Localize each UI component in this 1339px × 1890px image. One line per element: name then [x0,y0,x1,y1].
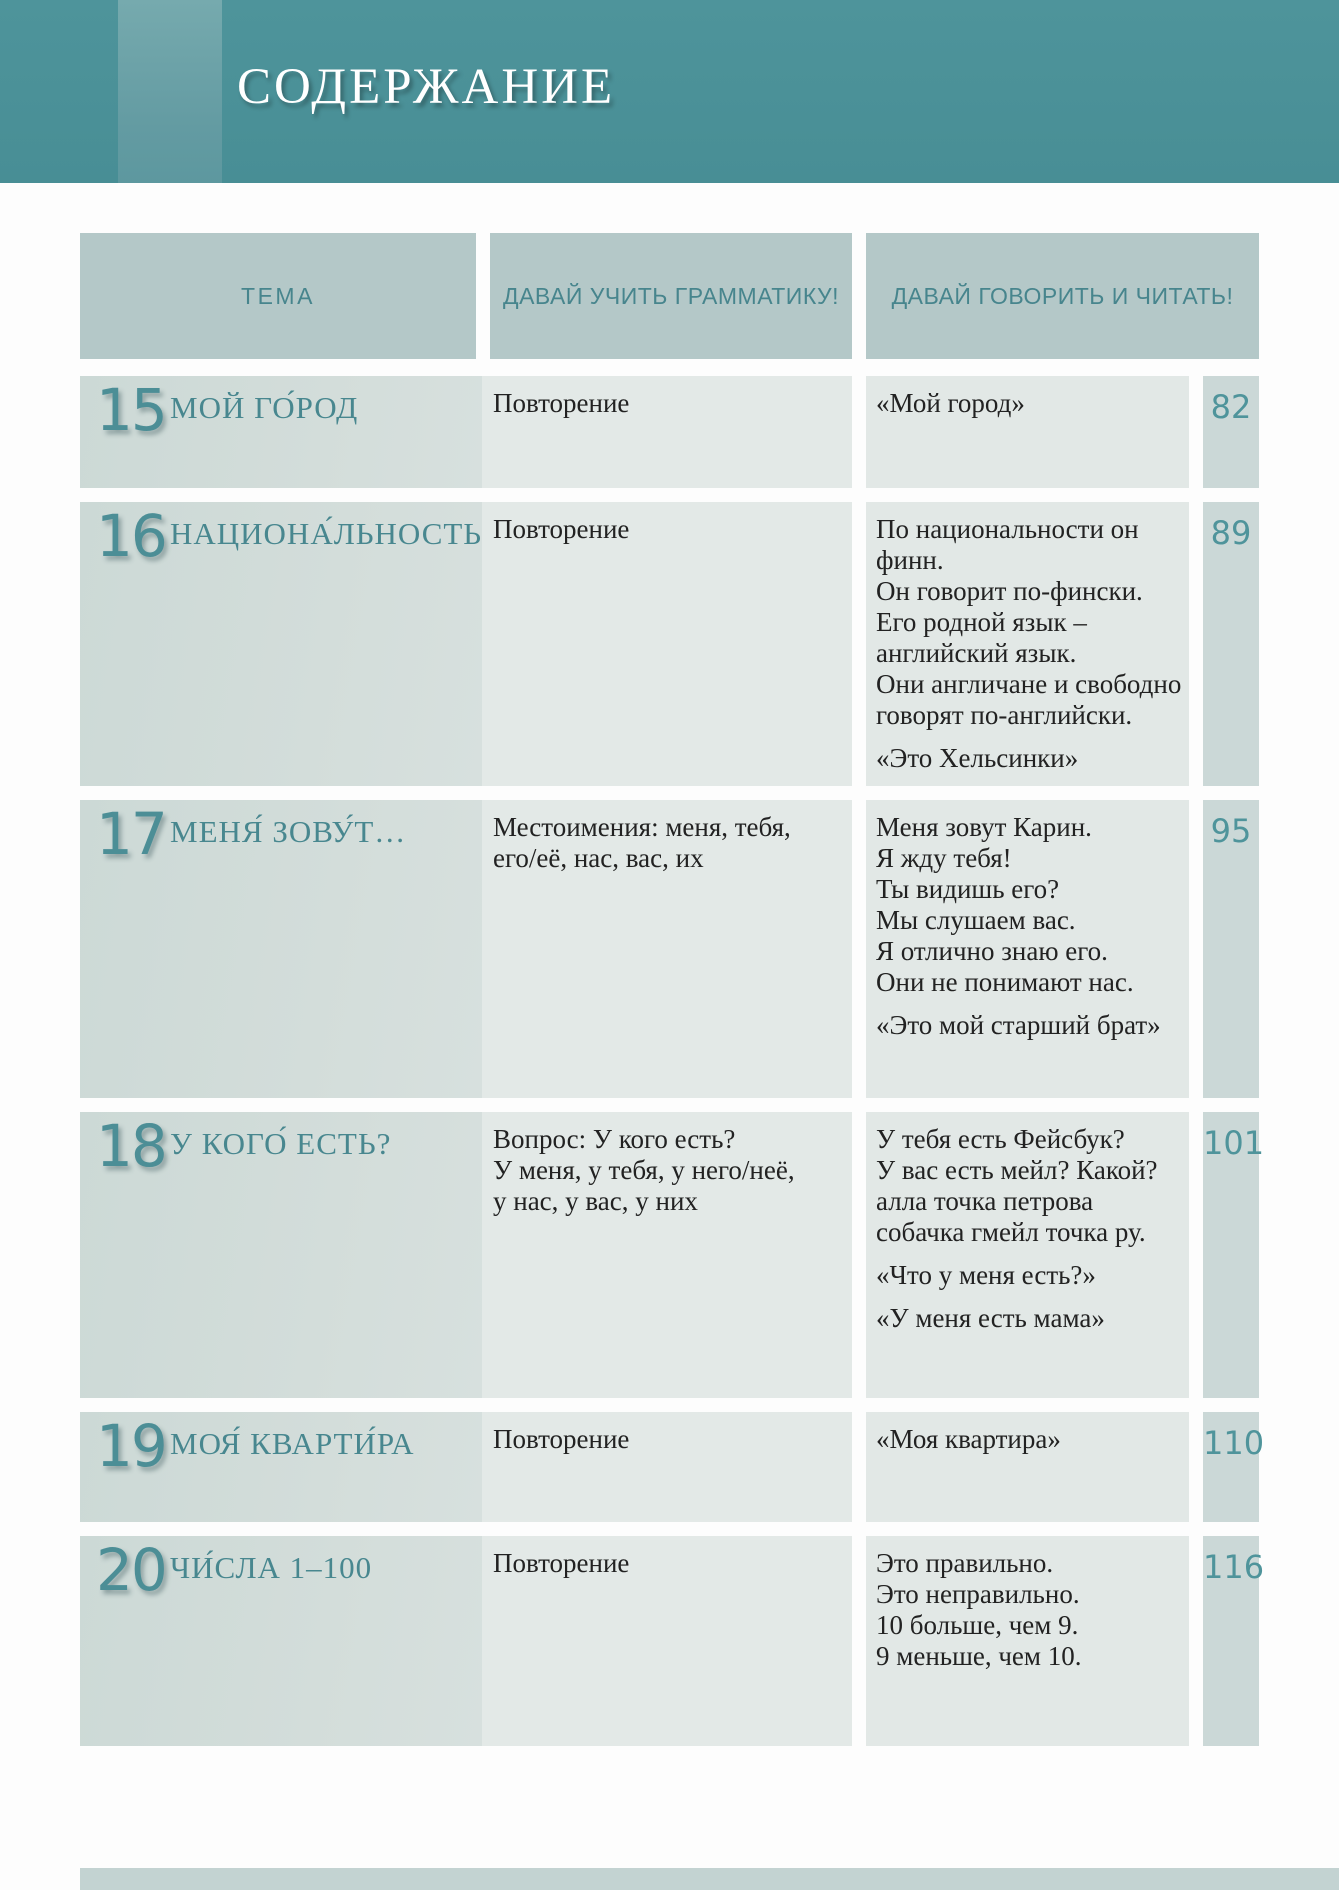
next-section-strip [80,1868,1339,1890]
grammar-cell: Местоимения: меня, тебя, его/её, нас, вас, их [482,800,852,1098]
reading-cell: «Мой город» [866,376,1189,488]
reading-cell: У тебя есть Фейсбук? У вас есть мейл? Какой? алла точка петрова собачка гмейл точка ру. «Что у меня есть?» «У меня есть мама» [866,1112,1189,1398]
topic-cell [80,1412,482,1522]
lesson-topic: НАЦИОНА́ЛЬНОСТЬ [170,516,483,551]
toc-row-16 [80,502,1259,786]
lesson-topic: МОЙ ГО́РОД [170,390,359,425]
page-number-cell: 116 [1203,1536,1259,1746]
band-accent-rect [118,0,222,183]
reading-cell: «Моя квартира» [866,1412,1189,1522]
contents-header-band [0,0,1339,183]
page-number-cell: 110 [1203,1412,1259,1522]
reading-cell: Меня зовут Карин. Я жду тебя! Ты видишь его? Мы слушаем вас. Я отлично знаю его. Они не понимают нас. «Это мой старший брат» [866,800,1189,1098]
topic-cell [80,1536,482,1746]
page-number-cell: 82 [1203,376,1259,488]
toc-row-15 [80,376,1259,488]
header-reading: ДАВАЙ ГОВОРИТЬ И ЧИТАТЬ! [866,233,1259,359]
lesson-topic: У КОГО́ ЕСТЬ? [170,1126,392,1161]
toc-row-19 [80,1412,1265,1522]
page-title: СОДЕРЖАНИЕ [237,59,616,115]
lesson-topic: МЕНЯ́ ЗОВУ́Т… [170,814,407,849]
grammar-cell: Вопрос: У кого есть? У меня, у тебя, у него/неё, у нас, у вас, у них [482,1112,852,1398]
header-grammar: ДАВАЙ УЧИТЬ ГРАММАТИКУ! [490,233,852,359]
reading-cell: Это правильно. Это неправильно. 10 больше, чем 9. 9 меньше, чем 10. [866,1536,1189,1746]
grammar-cell: Повторение [482,502,852,786]
lesson-number: 18 [96,1112,166,1180]
lesson-number: 16 [96,502,166,570]
toc-row-17 [80,800,1259,1098]
topic-cell [80,1112,482,1398]
reading-cell: По национальности он финн. Он говорит по-фински. Его родной язык – английский язык. Они англичане и свободно говорят по-английски. «Это Хельсинки» [866,502,1189,786]
page-number-cell: 89 [1203,502,1259,786]
grammar-cell: Повторение [482,376,852,488]
topic-cell [80,376,482,488]
lesson-number: 19 [96,1412,166,1480]
lesson-number: 17 [96,800,166,868]
contents-table [80,233,1265,1746]
page-number-cell: 101 [1203,1112,1259,1398]
topic-cell [80,800,482,1098]
page-number-cell: 95 [1203,800,1259,1098]
grammar-cell: Повторение [482,1412,852,1522]
table-header-row [80,233,1259,359]
header-topic: ТЕМА [80,233,476,359]
lesson-topic: ЧИ́СЛА 1–100 [170,1550,373,1585]
lesson-number: 15 [96,376,166,444]
toc-row-20 [80,1536,1265,1746]
grammar-cell: Повторение [482,1536,852,1746]
toc-row-18 [80,1112,1265,1398]
lesson-number: 20 [96,1536,166,1604]
lesson-topic: МОЯ́ КВАРТИ́РА [170,1426,415,1461]
topic-cell [80,502,482,786]
